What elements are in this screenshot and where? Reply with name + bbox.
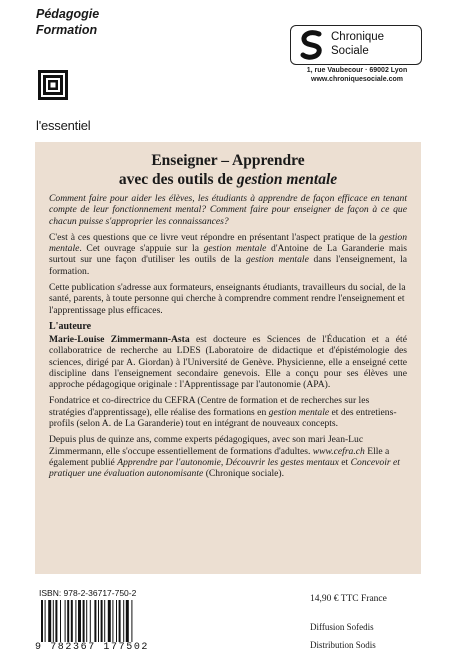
- distribution: Distribution Sodis: [310, 640, 376, 650]
- publisher-name: [331, 30, 384, 58]
- p1-em2: gestion mentale: [203, 243, 267, 255]
- price: 14,90 € TTC France: [310, 594, 387, 604]
- title-line-1: Enseigner – Apprendre: [151, 152, 305, 169]
- isbn: ISBN: 978-2-36717-750-2: [39, 588, 137, 598]
- barcode-icon: [41, 600, 159, 642]
- publisher-website: www.chroniquesociale.com: [311, 76, 403, 83]
- publisher-address: 1, rue Vaubecour · 69002 Lyon: [306, 67, 408, 74]
- author-paragraph-1: [49, 334, 407, 390]
- a3-c: et: [338, 456, 351, 468]
- author-p1-text: est docteure es Sciences de l'Éducation et a été collaboratrice de recherche au LDES (Laboratoire de didactique et d'épistémologie des sciences, dirigé par A. Giordan) à l'Université de Genève. Physicienne, elle a enseigné cette discipline dans l'enseignement secondaire genevois. Elle a conçu pour ses élèves une approche pédagogique originale : l'Apprentissage par l'autonomie (APA).: [49, 333, 407, 391]
- publisher-logo-icon: [299, 30, 325, 60]
- book-title: [49, 151, 407, 189]
- author-name: Marie-Louise Zimmermann-Asta: [49, 333, 190, 345]
- p1-d: dans l'enseignement, la formation.: [49, 254, 407, 277]
- p1-c: d'Antoine de La Garanderie mais surtout sur une façon d'utiliser les outils de la: [49, 243, 407, 266]
- publisher-logo: [290, 25, 422, 65]
- paragraph-1: [49, 232, 407, 277]
- author-paragraph-3: [49, 434, 407, 479]
- title-line-2-em: gestion mentale: [236, 171, 338, 188]
- a2-a: Fondatrice et co-directrice du CEFRA (Centre de formation et de recherches sur les stratégies d'apprentissage), elle réalise des formations en: [49, 395, 370, 418]
- author-paragraph-2: [49, 395, 407, 429]
- publisher-address-block: [290, 66, 424, 84]
- diffusion: Diffusion Sofedis: [310, 622, 374, 632]
- title-line-2-prefix: avec des outils de: [118, 171, 237, 188]
- series-name: l'essentiel: [36, 118, 91, 133]
- a3-a: Depuis plus de quinze ans, comme experts pédagogiques, avec son mari Jean-Luc Zimmermann, elle s'occupe essentiellement de formations d'adultes.: [49, 434, 364, 457]
- p1-em3: gestion mentale: [246, 254, 309, 266]
- nested-squares-logo-icon: [38, 70, 68, 100]
- p1-b: . Cet ouvrage s'appuie sur la: [79, 243, 204, 255]
- publisher-name-line-1: Chronique: [331, 31, 385, 43]
- ean-number: 9 782367 177502: [35, 642, 150, 653]
- a3-em1: www.cefra.ch: [312, 445, 365, 457]
- a2-em: gestion mentale: [268, 406, 330, 418]
- a3-b: Elle a également publié: [49, 445, 390, 468]
- a3-em2: Apprendre par l'autonomie, Découvrir les gestes mentaux: [117, 456, 339, 468]
- back-cover-text-panel: [35, 142, 421, 574]
- publisher-name-line-2: Sociale: [331, 45, 369, 57]
- author-heading: L'auteure: [49, 320, 92, 332]
- barcode-area: [35, 574, 185, 656]
- p1-em1: gestion mentale: [49, 231, 407, 255]
- collection-line-2: Formation: [36, 23, 98, 37]
- a3-em3: Concevoir et pratiquer une évaluation autonomisante: [49, 456, 400, 480]
- intro-questions: Comment faire pour aider les élèves, les étudiants à apprendre de façon efficace en tenant compte de leur fonctionnement mental? Comment faire pour enseigner de façon à ce que chacun puisse s'approprier les connaissances?: [49, 193, 407, 227]
- collection-line-1: Pédagogie: [36, 7, 100, 21]
- paragraph-2: Cette publication s'adresse aux formateurs, enseignants étudiants, travailleurs du social, de la santé, parents, à toute personne qui cherche à comprendre comment rendre l'enseignement et l'apprentissage plus efficaces.: [49, 282, 406, 316]
- a2-b: et des entretiens-profils (selon A. de La Garanderie) tout en intégrant de nouveaux concepts.: [49, 406, 397, 430]
- a3-d: (Chronique sociale).: [203, 468, 285, 480]
- collection-header: [36, 6, 99, 38]
- p1-a: C'est à ces questions que ce livre veut répondre en présentant l'aspect pratique de la: [49, 231, 380, 243]
